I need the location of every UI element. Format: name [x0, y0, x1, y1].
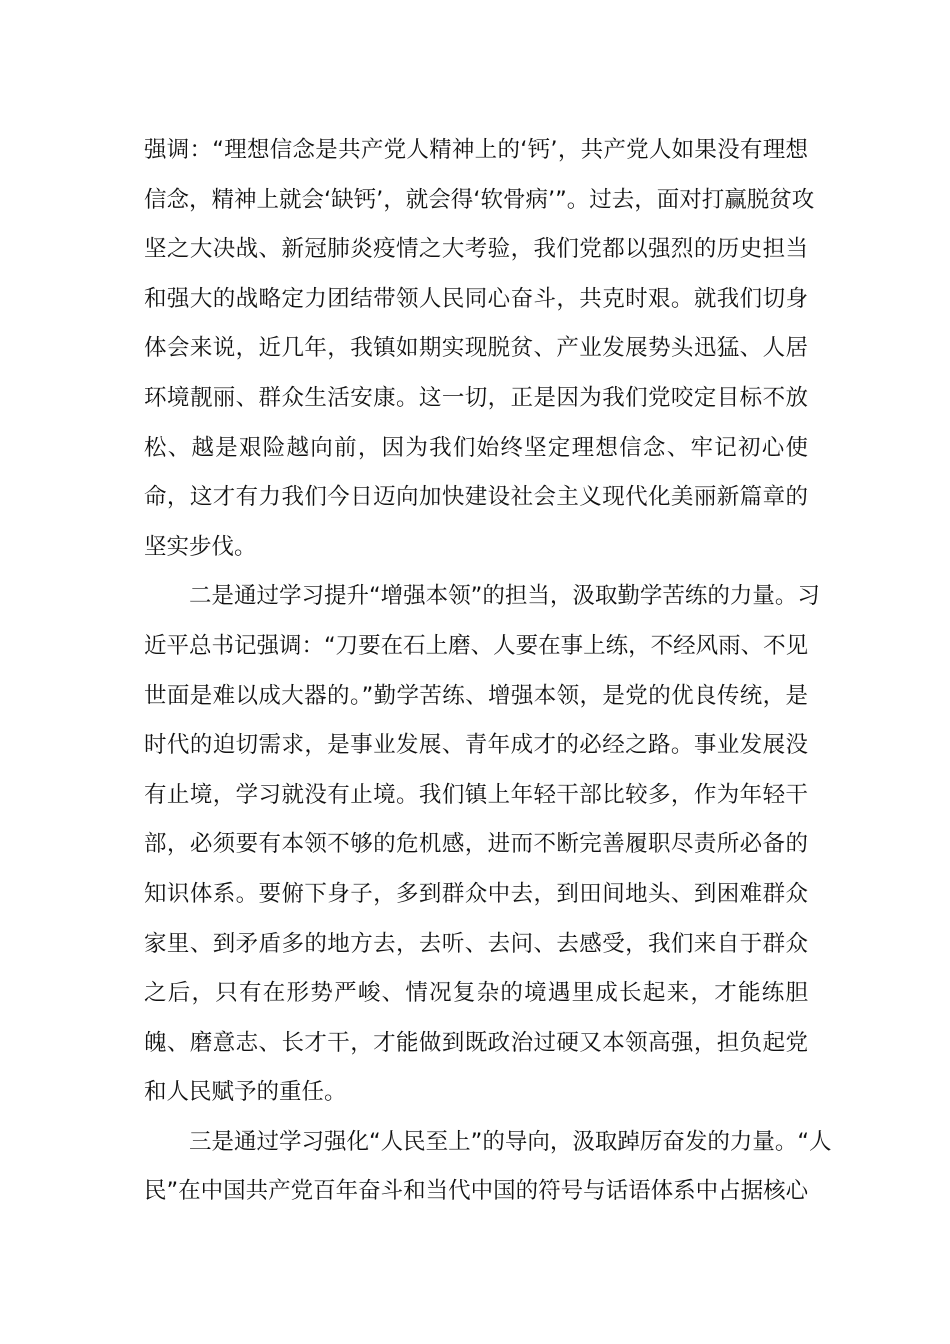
text-line: 环境靓丽、群众生活安康。这一切，正是因为我们党咬定目标不放 — [144, 384, 808, 411]
text-line: 松、越是艰险越向前，因为我们始终坚定理想信念、牢记初心使 — [144, 434, 808, 461]
text-line: 近平总书记强调：“刀要在石上磨、人要在事上练，不经风雨、不见 — [144, 632, 809, 659]
text-line: 世面是难以成大器的。”勤学苦练、增强本领，是党的优良传统，是 — [144, 682, 808, 709]
text-line: 三是通过学习强化“人民至上”的导向，汲取踔厉奋发的力量。“人 — [144, 1128, 832, 1155]
text-line: 魄、磨意志、长才干，才能做到既政治过硬又本领高强，担负起党 — [144, 1029, 808, 1056]
text-line: 体会来说，近几年，我镇如期实现脱贫、产业发展势头迅猛、人居 — [144, 335, 808, 362]
text-line: 坚之大决战、新冠肺炎疫情之大考验，我们党都以强烈的历史担当 — [144, 236, 808, 263]
text-line: 民”在中国共产党百年奋斗和当代中国的符号与话语体系中占据核心 — [144, 1178, 809, 1205]
text-line: 和人民赋予的重任。 — [144, 1079, 347, 1106]
text-line: 部，必须要有本领不够的危机感，进而不断完善履职尽责所必备的 — [144, 831, 808, 858]
text-line: 之后，只有在形势严峻、情况复杂的境遇里成长起来，才能练胆 — [144, 980, 808, 1007]
text-line: 信念，精神上就会‘缺钙’，就会得‘软骨病’”。过去，面对打赢脱贫攻 — [144, 186, 815, 213]
text-line: 知识体系。要俯下身子，多到群众中去，到田间地头、到困难群众 — [144, 880, 808, 907]
text-line: 家里、到矛盾多的地方去，去听、去问、去感受，我们来自于群众 — [144, 930, 808, 957]
text-line: 和强大的战略定力团结带领人民同心奋斗，共克时艰。就我们切身 — [144, 285, 808, 312]
text-line: 坚实步伐。 — [144, 533, 257, 560]
text-line: 命，这才有力我们今日迈向加快建设社会主义现代化美丽新篇章的 — [144, 484, 808, 511]
text-line: 时代的迫切需求，是事业发展、青年成才的必经之路。事业发展没 — [144, 732, 808, 759]
body-text — [144, 126, 832, 1217]
text-line: 二是通过学习提升“增强本领”的担当，汲取勤学苦练的力量。习 — [144, 583, 820, 610]
text-line: 强调：“理想信念是共产党人精神上的‘钙’，共产党人如果没有理想 — [144, 137, 808, 163]
text-line: 有止境，学习就没有止境。我们镇上年轻干部比较多，作为年轻干 — [144, 781, 808, 808]
